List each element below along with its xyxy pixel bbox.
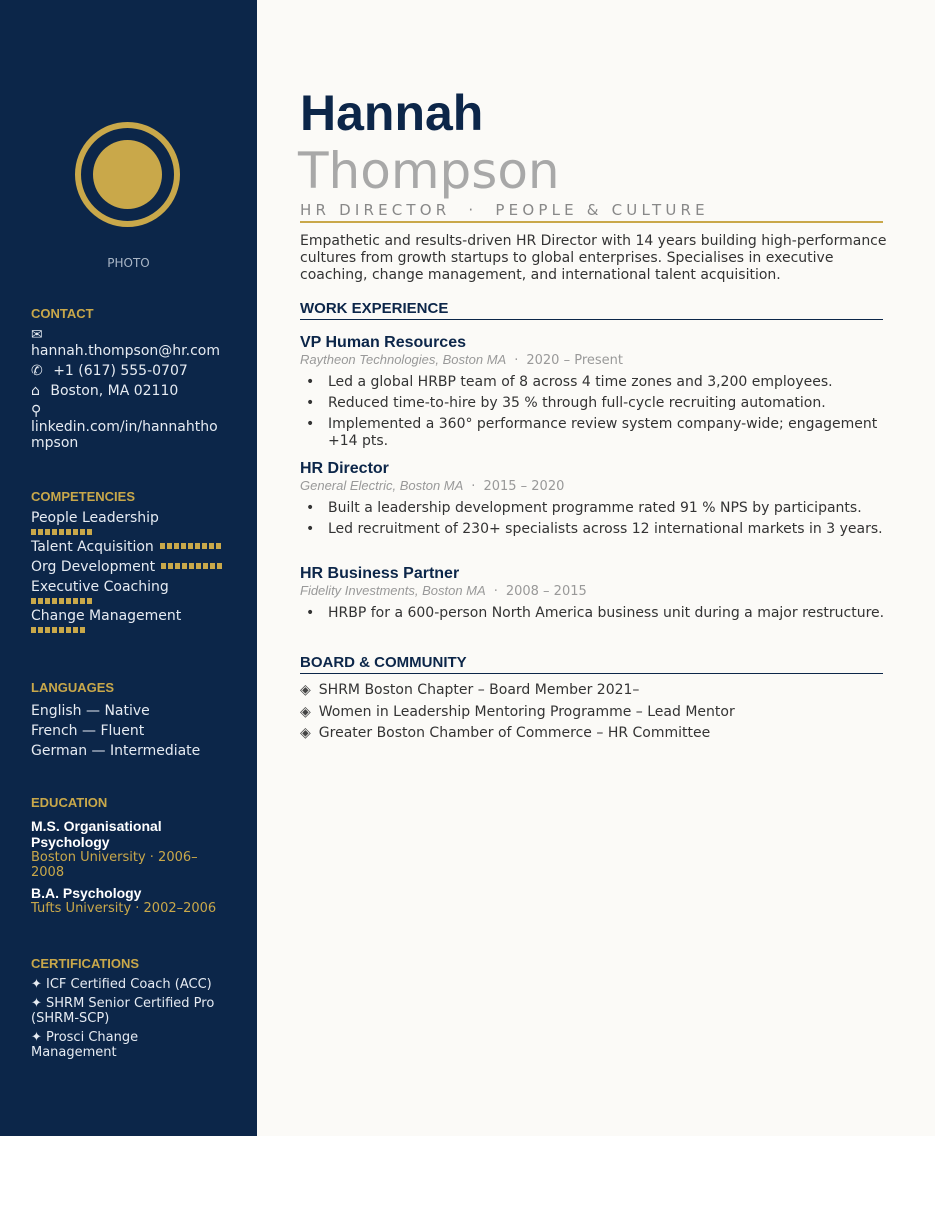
contact-address — [31, 383, 231, 399]
job-company: General Electric, Boston MA — [300, 478, 464, 493]
language-item: French — Fluent — [31, 723, 145, 739]
job-bullet: • Implemented a 360° performance review system company-wide; engagement +14 pts. — [306, 416, 878, 449]
email-icon: ✉ — [31, 327, 43, 343]
role-secondary: PEOPLE & CULTURE — [495, 201, 709, 219]
competency-item — [31, 608, 236, 633]
competency-item — [31, 539, 236, 555]
job-entry — [300, 334, 890, 454]
competencies-heading: COMPETENCIES — [31, 489, 136, 504]
location-pin-icon: ⚲ — [31, 403, 42, 419]
work-experience-heading: WORK EXPERIENCE — [300, 300, 883, 320]
photo-placeholder — [75, 122, 180, 227]
job-bullet: • Reduced time-to-hire by 35 % through full-cycle recruiting automation. — [306, 395, 826, 411]
home-icon: ⌂ — [31, 383, 40, 399]
job-title: HR Director — [300, 460, 389, 477]
phone-icon: ✆ — [31, 363, 43, 379]
certification-item: ✦ ICF Certified Coach (ACC) — [31, 977, 212, 992]
job-entry — [300, 565, 890, 626]
education-item — [31, 885, 221, 916]
contact-section — [31, 306, 231, 455]
education-degree: M.S. Organisational Psychology — [31, 818, 162, 850]
header-divider — [300, 221, 883, 223]
board-item: ◈ Greater Boston Chamber of Commerce – HR Committee — [300, 725, 711, 741]
job-title: VP Human Resources — [300, 334, 466, 351]
diamond-bullet-icon: ◈ — [300, 725, 311, 741]
competencies-section — [31, 489, 236, 637]
job-dates: 2008 – 2015 — [505, 584, 587, 599]
board-community-heading: BOARD & COMMUNITY — [300, 654, 883, 674]
competency-level-bar — [31, 598, 92, 604]
job-meta — [300, 478, 890, 495]
job-bullet: • Built a leadership development programme rated 91 % NPS by participants. — [306, 500, 862, 516]
job-title: HR Business Partner — [300, 565, 460, 582]
contact-linkedin-text: linkedin.com/in/hannahthompson — [31, 419, 218, 451]
competency-label: Org Development — [31, 559, 156, 575]
certifications-heading: CERTIFICATIONS — [31, 956, 140, 971]
job-company: Raytheon Technologies, Boston MA — [300, 352, 507, 367]
competency-level-bar — [161, 563, 222, 569]
job-dates: 2015 – 2020 — [483, 479, 565, 494]
job-company: Fidelity Investments, Boston MA — [300, 583, 486, 598]
competency-label: Talent Acquisition — [31, 539, 154, 555]
job-bullets — [300, 374, 890, 450]
job-meta — [300, 583, 890, 600]
board-item: ◈ Women in Leadership Mentoring Programme – Lead Mentor — [300, 703, 735, 720]
first-name: Hannah — [300, 85, 484, 141]
role-primary: HR DIRECTOR — [300, 201, 451, 219]
education-item — [31, 818, 221, 880]
last-name: Thompson — [298, 142, 560, 200]
role-line — [300, 201, 709, 219]
certification-item: ✦ SHRM Senior Certified Pro (SHRM-SCP) — [31, 996, 215, 1026]
language-item: English — Native — [31, 703, 150, 719]
competency-level-bar — [31, 627, 85, 633]
job-bullets — [300, 605, 890, 622]
contact-email[interactable] — [31, 327, 231, 359]
diamond-bullet-icon: ◈ — [300, 703, 311, 720]
job-meta-separator: · — [471, 479, 476, 494]
education-heading: EDUCATION — [31, 795, 108, 810]
competency-label: Executive Coaching — [31, 579, 169, 595]
board-list — [300, 682, 883, 747]
job-bullets — [300, 500, 890, 538]
contact-linkedin[interactable] — [31, 403, 231, 451]
photo-label: PHOTO — [107, 256, 150, 270]
job-meta-separator: · — [514, 353, 519, 368]
photo-disc — [93, 140, 162, 209]
job-meta — [300, 352, 890, 369]
contact-heading: CONTACT — [31, 306, 94, 321]
job-meta-separator: · — [493, 584, 498, 599]
education-degree: B.A. Psychology — [31, 885, 142, 901]
competency-level-bar — [31, 529, 92, 535]
job-dates: 2020 – Present — [526, 353, 623, 368]
competency-item — [31, 579, 236, 604]
language-item: German — Intermediate — [31, 743, 201, 759]
job-bullet: • Led recruitment of 230+ specialists across 12 international markets in 3 years. — [306, 521, 883, 537]
summary: Empathetic and results-driven HR Director with 14 years building high-performance cultures from growth startups to global enterprises. Specialises in executive coaching, change management, and international talent acquisition. — [300, 233, 887, 283]
job-bullet: • HRBP for a 600-person North America business unit during a major restructure. — [306, 605, 885, 621]
competency-item — [31, 510, 236, 535]
competency-item — [31, 559, 236, 575]
job-entry — [300, 460, 890, 542]
job-bullet: • Led a global HRBP team of 8 across 4 time zones and 3,200 employees. — [306, 374, 833, 390]
certification-item: ✦ Prosci Change Management — [31, 1030, 139, 1060]
diamond-bullet-icon: ◈ — [300, 682, 311, 698]
certifications-section — [31, 956, 226, 1064]
competency-level-bar — [160, 543, 221, 549]
board-item: ◈ SHRM Boston Chapter – Board Member 2021– — [300, 682, 640, 698]
languages-heading: LANGUAGES — [31, 680, 115, 695]
role-separator: · — [468, 201, 478, 219]
contact-email-text: hannah.thompson@hr.com — [31, 343, 220, 359]
competency-label: People Leadership — [31, 510, 159, 526]
contact-address-text: Boston, MA 02110 — [50, 383, 179, 399]
contact-phone-text: +1 (617) 555-0707 — [53, 363, 188, 379]
education-section — [31, 795, 221, 916]
education-meta: Tufts University · 2002–2006 — [31, 901, 217, 916]
languages-section — [31, 680, 231, 761]
education-meta: Boston University · 2006–2008 — [31, 850, 198, 880]
competency-label: Change Management — [31, 608, 182, 624]
contact-phone[interactable] — [31, 363, 231, 379]
sidebar — [0, 0, 257, 1136]
